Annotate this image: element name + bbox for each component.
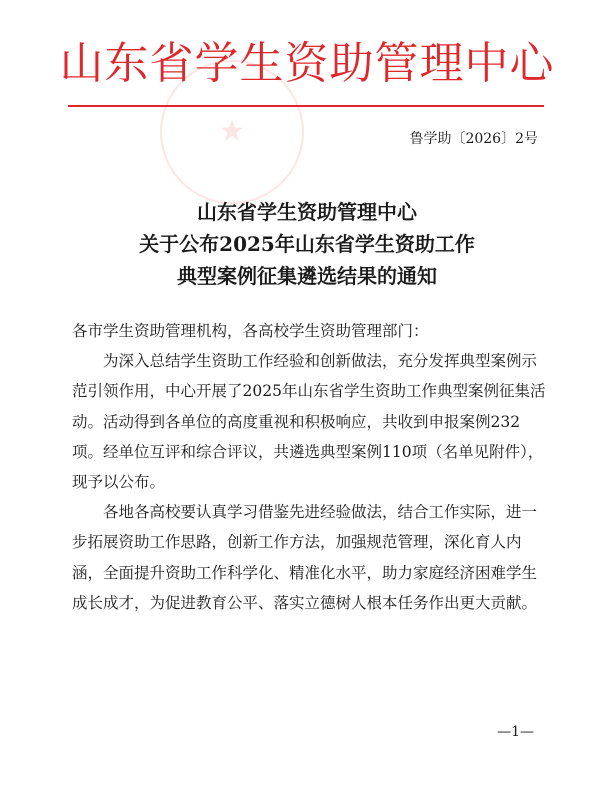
document-number: 鲁学助〔2026〕2号 — [409, 131, 538, 147]
document-title — [0, 196, 614, 292]
issuer-header: 山东省学生资助管理中心 — [59, 38, 555, 89]
title-line-1: 山东省学生资助管理中心 — [197, 200, 417, 224]
title-line-2: 关于公布2025年山东省学生资助工作 — [139, 232, 475, 256]
official-seal-icon — [160, 60, 304, 204]
body-paragraph-1: 为深入总结学生资助工作经验和创新做法，充分发挥典型案例示范引领作用，中心开展了2025年山东省学生资助工作典型案例征集活动。活动得到各单位的高度重视和积极响应，共收到申报案例232项。经单位互评和综合评议，共遴选典型案例110项（名单见附件），现予以公布。 — [72, 352, 546, 492]
salutation: 各市学生资助管理机构，各高校学生资助管理部门： — [72, 322, 429, 340]
red-divider-line — [68, 105, 544, 107]
document-body — [72, 316, 550, 618]
page-number: —1— — [497, 724, 534, 740]
seal-star-icon: ★ — [218, 114, 246, 149]
body-paragraph-2: 各地各高校要认真学习借鉴先进经验做法，结合工作实际，进一步拓展资助工作思路，创新工作方法，加强规范管理，深化育人内涵，全面提升资助工作科学化、精准化水平，助力家庭经济困难学生成长成才，为促进教育公平、落实立德树人根本任务作出更大贡献。 — [72, 503, 538, 612]
title-line-3: 典型案例征集遴选结果的通知 — [177, 264, 437, 288]
